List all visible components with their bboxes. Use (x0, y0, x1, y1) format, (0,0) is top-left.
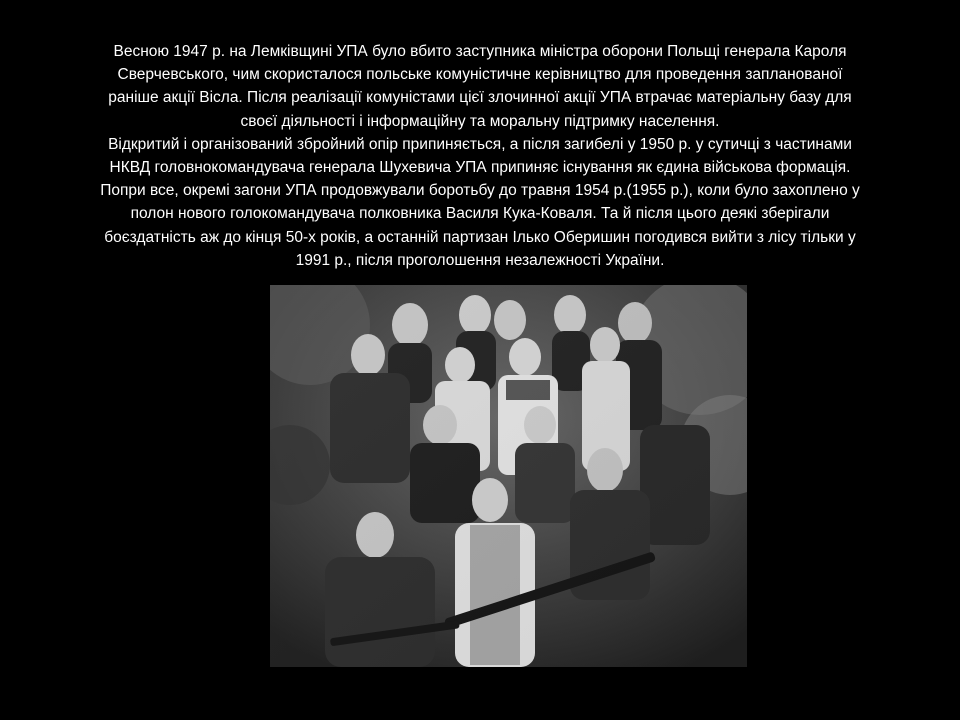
text-line: НКВД головнокомандувача генерала Шухевича УПА припиняє існування як єдина військова формація. (109, 159, 851, 177)
photo-illustration (270, 285, 747, 667)
text-line: боєздатність аж до кінця 50-х років, а останній партизан Ілько Оберишин погодився вийти з лісу тільки у (104, 228, 856, 246)
text-line: 1991 р., після проголошення незалежності України. (295, 251, 665, 269)
text-line: раніше акції Вісла. Після реалізації комуністами цієї злочинної акції УПА втрачає матеріальну базу для (108, 89, 852, 107)
text-line: Сверчевського, чим скористалося польське комуністичне керівництво для проведення запланованої (117, 66, 843, 84)
slide-text (50, 40, 910, 272)
text-line: Весною 1947 р. на Лемківщині УПА було вбито заступника міністра оборони Польщі генерала Кароля (113, 43, 847, 60)
text-line: Відкритий і організований збройний опір припиняється, а після загибелі у 1950 р. у сутичці з частинами (108, 135, 852, 153)
group-portrait-photo (270, 285, 747, 667)
text-line: Попри все, окремі загони УПА продовжували боротьбу до травня 1954 р.(1955 р.), коли було захоплено у (100, 182, 860, 200)
text-line: своєї діяльності і інформаційну та моральну підтримку населення. (240, 112, 720, 130)
text-line: полон нового голокомандувача полковника Василя Кука-Коваля. Та й після цього деякі зберігали (130, 205, 830, 223)
